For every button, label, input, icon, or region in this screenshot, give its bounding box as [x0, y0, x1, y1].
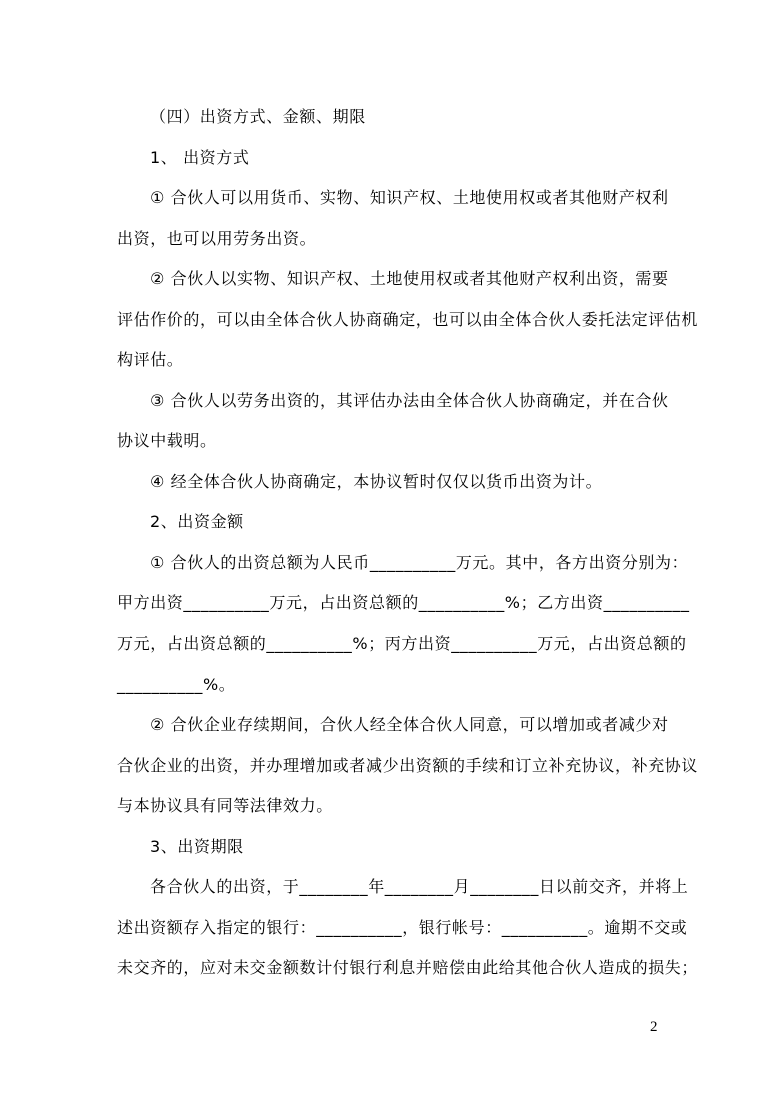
page-number: 2 [650, 1019, 658, 1035]
paragraph-line: 出资，也可以用劳务出资。 [117, 229, 317, 248]
paragraph-line: 述出资额存入指定的银行：__________，银行帐号：__________。逾期不交或 [117, 918, 688, 937]
paragraph-line: ② 合伙企业存续期间，合伙人经全体合伙人同意，可以增加或者减少对 [150, 715, 669, 734]
paragraph-line: __________%。 [117, 675, 236, 694]
section-heading: （四）出资方式、金额、期限 [150, 107, 366, 126]
paragraph-line: ① 合伙人可以用货币、实物、知识产权、土地使用权或者其他财产权利 [150, 188, 669, 207]
paragraph-line: 合伙企业的出资，并办理增加或者减少出资额的手续和订立补充协议，补充协议 [117, 756, 699, 775]
paragraph-line: 构评估。 [117, 350, 184, 369]
paragraph-line: 甲方出资__________万元，占出资总额的__________%；乙方出资__________ [117, 593, 690, 612]
paragraph-line: 协议中载明。 [117, 431, 217, 450]
paragraph-line: ④ 经全体合伙人协商确定，本协议暂时仅仅以货币出资为计。 [150, 472, 603, 491]
paragraph-line: ② 合伙人以实物、知识产权、土地使用权或者其他财产权利出资，需要 [150, 269, 669, 288]
paragraph-line: ③ 合伙人以劳务出资的，其评估办法由全体合伙人协商确定，并在合伙 [150, 391, 669, 410]
paragraph-line: ① 合伙人的出资总额为人民币__________万元。其中，各方出资分别为： [150, 553, 689, 572]
paragraph-line: 未交齐的，应对未交金额数计付银行利息并赔偿由此给其他合伙人造成的损失； [117, 958, 699, 977]
subheading-contribution-method: 1、 出资方式 [150, 148, 250, 167]
paragraph-line: 评估作价的，可以由全体合伙人协商确定，也可以由全体合伙人委托法定评估机 [117, 310, 699, 329]
subheading-contribution-deadline: 3、出资期限 [150, 837, 244, 856]
subheading-contribution-amount: 2、出资金额 [150, 512, 244, 531]
paragraph-line: 与本协议具有同等法律效力。 [117, 796, 333, 815]
paragraph-line: 各合伙人的出资，于________年________月________日以前交齐，并将上 [150, 877, 689, 896]
paragraph-line: 万元，占出资总额的__________%；丙方出资__________万元，占出资总额的 [117, 634, 687, 653]
